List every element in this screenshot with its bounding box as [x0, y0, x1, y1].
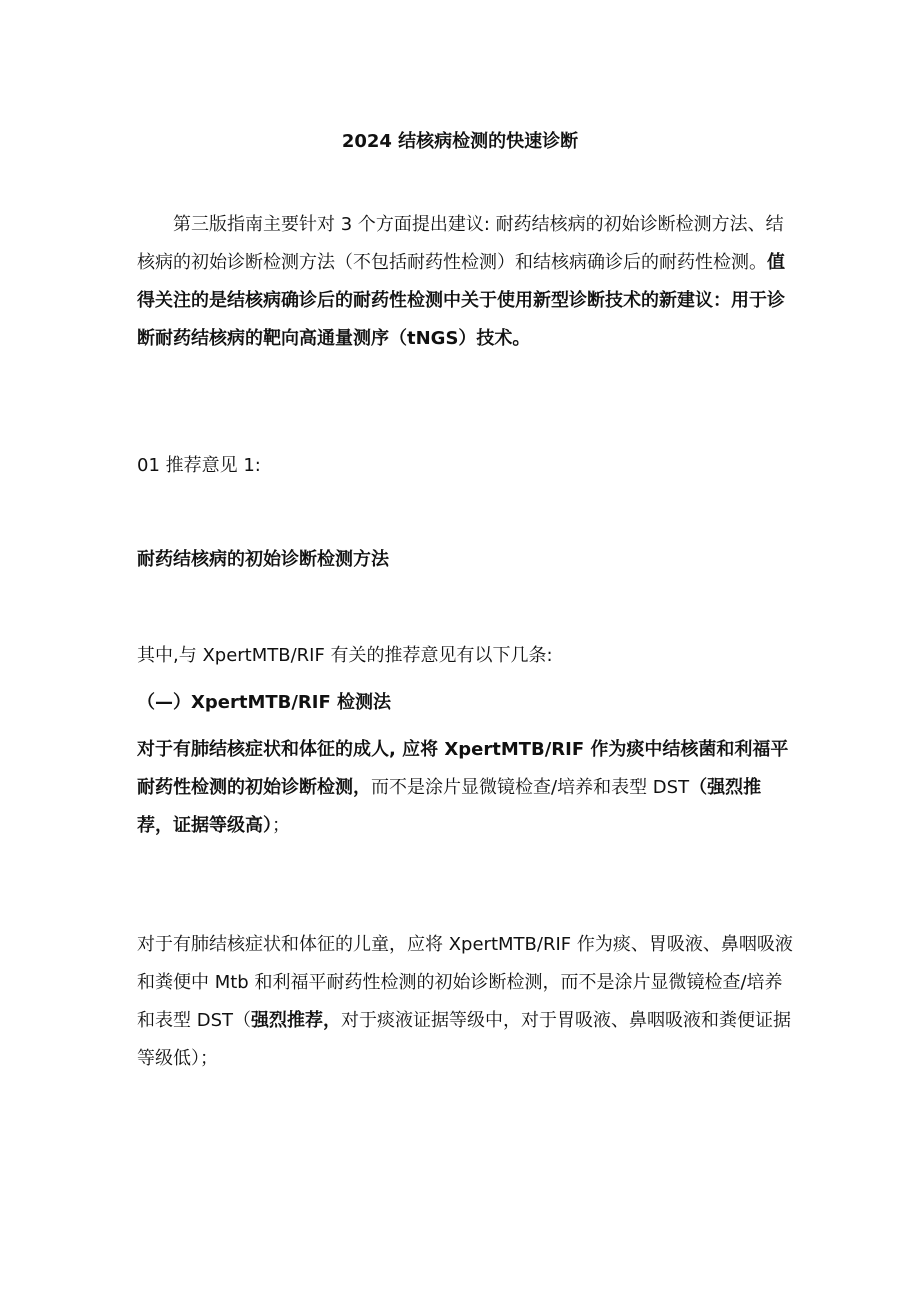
adults-alternative: 而不是涂片显微镜检查/培养和表型 DST — [371, 777, 690, 798]
recommendation-heading: 01 推荐意见 1: — [137, 455, 261, 476]
adults-end: ； — [272, 815, 290, 836]
children-evidence: 对于痰液证据等级中，对于胃吸液、鼻咽吸液和粪便证据等级低）； — [137, 1010, 792, 1069]
adults-recommendation: 对于有肺结核症状和体征的成人, 应将 XpertMTB/RIF 作为痰中结核菌和利福平耐药性检测的初始诊断检测， — [137, 739, 789, 798]
children-recommendation: 对于有肺结核症状和体征的儿童，应将 XpertMTB/RIF 作为痰、胃吸液、鼻咽吸液和粪便中 Mtb 和利福平耐药性检测的初始诊断检测，而不是涂片显微镜检查/培养和表型 DST（ — [137, 934, 793, 1031]
adults-paragraph — [137, 731, 797, 845]
intro-text: 第三版指南主要针对 3 个方面提出建议: 耐药结核病的初始诊断检测方法、结核病的初始诊断检测方法（不包括耐药性检测）和结核病确诊后的耐药性检测。 — [137, 214, 784, 273]
xpert-intro: 其中,与 XpertMTB/RIF 有关的推荐意见有以下几条: — [137, 645, 553, 666]
intro-highlight: 值得关注的是结核病确诊后的耐药性检测中关于使用新型诊断技术的新建议：用于诊断耐药结核病的靶向高通量测序（tNGS）技术。 — [137, 252, 785, 349]
adults-strength: （强烈推荐，证据等级高） — [137, 777, 762, 836]
children-strength: 强烈推荐， — [251, 1010, 342, 1031]
section-heading: 耐药结核病的初始诊断检测方法 — [137, 549, 389, 570]
subheading: （—）XpertMTB/RIF 检测法 — [137, 692, 392, 713]
page-title: 2024 结核病检测的快速诊断 — [341, 131, 579, 152]
children-paragraph — [137, 926, 797, 1078]
intro-paragraph — [137, 206, 797, 358]
